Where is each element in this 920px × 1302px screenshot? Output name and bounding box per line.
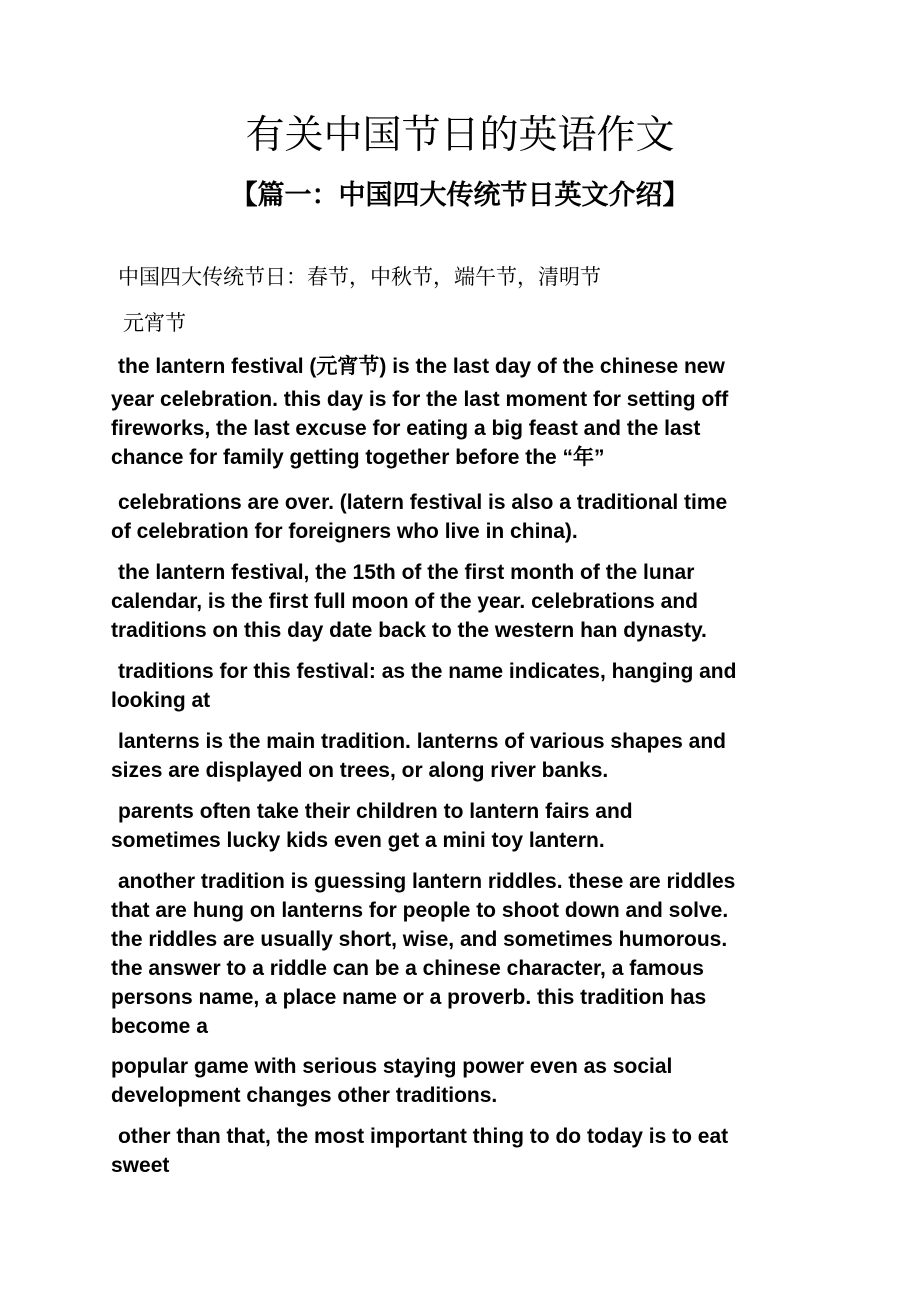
paragraph-line: become a (111, 1015, 208, 1038)
paragraph-line: sometimes lucky kids even get a mini toy lantern. (111, 829, 605, 852)
paragraph-line: the riddles are usually short, wise, and sometimes humorous. (111, 928, 728, 951)
paragraph-line: that are hung on lanterns for people to shoot down and solve. (111, 899, 729, 922)
paragraph-line: celebrations are over. (latern festival is also a traditional time (118, 491, 728, 514)
paragraph (111, 488, 811, 546)
paragraph-line: another tradition is guessing lantern riddles. these are riddles (118, 870, 736, 893)
paragraph-line: calendar, is the first full moon of the year. celebrations and (111, 590, 698, 613)
paragraph-line: chance for family getting together before the “年” (111, 446, 605, 469)
document-title: 有关中国节日的英语作文 (245, 113, 675, 158)
document-subtitle: 【篇一：中国四大传统节日英文介绍】 (230, 180, 690, 211)
paragraph-line: the lantern festival (元宵节) is the last day of the chinese new (118, 355, 725, 378)
paragraph-line: of celebration for foreigners who live in china). (111, 520, 578, 543)
paragraph (111, 558, 811, 645)
paragraph (111, 867, 811, 1041)
paragraph-line: the lantern festival, the 15th of the first month of the lunar (118, 561, 695, 584)
paragraph-line: sweet (111, 1154, 170, 1177)
paragraph-line: popular game with serious staying power even as social (111, 1055, 673, 1078)
paragraph-line: looking at (111, 689, 211, 712)
paragraph (111, 797, 811, 855)
paragraph (111, 352, 811, 472)
paragraph (111, 657, 811, 715)
paragraph-line: traditions for this festival: as the name indicates, hanging and (118, 660, 737, 683)
paragraph-line: persons name, a place name or a proverb. this tradition has (111, 986, 707, 1009)
paragraph-line: the answer to a riddle can be a chinese character, a famous (111, 957, 704, 980)
paragraph-line: sizes are displayed on trees, or along river banks. (111, 759, 609, 782)
paragraph-line: lanterns is the main tradition. lanterns of various shapes and (118, 730, 726, 753)
paragraph-line: fireworks, the last excuse for eating a big feast and the last (111, 417, 701, 440)
paragraph-line: traditions on this day date back to the western han dynasty. (111, 619, 707, 642)
intro-line: 中国四大传统节日：春节，中秋节，端午节，清明节 (118, 265, 601, 289)
paragraph-line: other than that, the most important thing to do today is to eat (118, 1125, 729, 1148)
paragraph (111, 727, 811, 785)
paragraph-line: parents often take their children to lantern fairs and (118, 800, 633, 823)
section-heading: 元宵节 (123, 311, 186, 335)
paragraph (111, 1052, 811, 1110)
paragraph-line: development changes other traditions. (111, 1084, 498, 1107)
paragraph-line: year celebration. this day is for the last moment for setting off (111, 388, 729, 411)
paragraph (111, 1122, 811, 1180)
